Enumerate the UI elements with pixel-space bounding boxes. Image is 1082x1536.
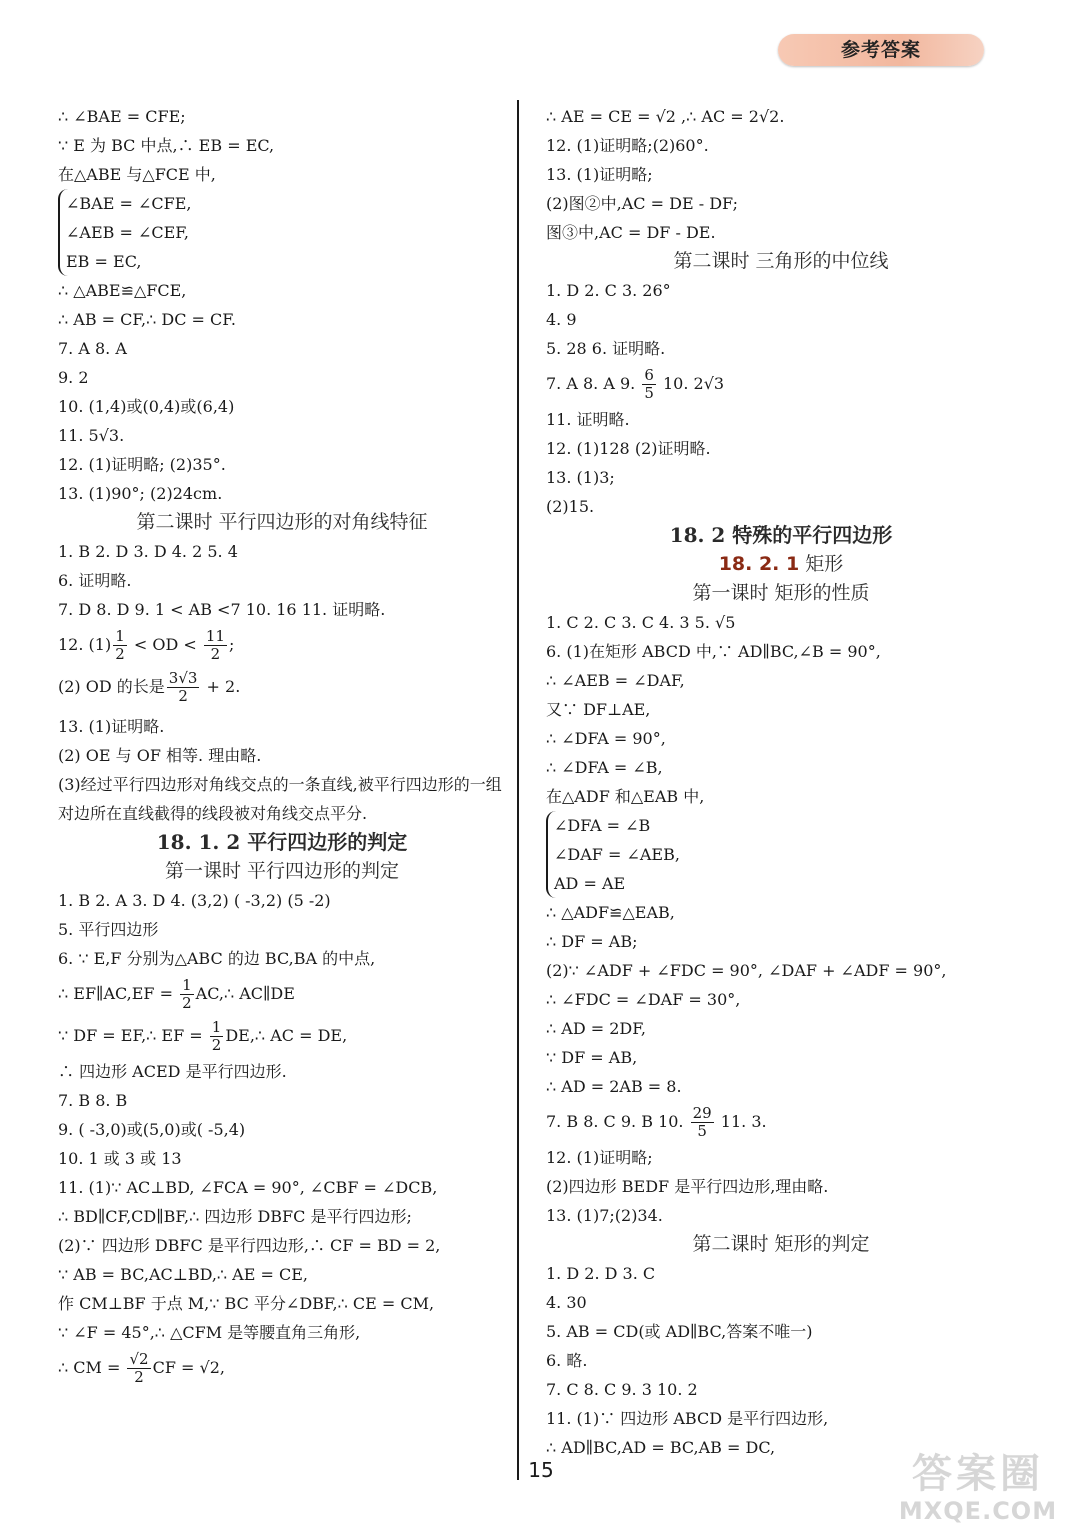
answer-line: 1. C 2. C 3. C 4. 3 5. √5 bbox=[546, 613, 736, 632]
numerator: 1 bbox=[211, 1018, 222, 1036]
answer-line: 9. ( -3,0)或(5,0)或( -5,4) bbox=[58, 1120, 246, 1139]
text: AC,∴ AC∥DE bbox=[195, 984, 295, 1003]
numerator: 6 bbox=[644, 366, 654, 384]
denominator: 5 bbox=[644, 384, 654, 402]
fraction bbox=[642, 367, 656, 402]
answer-line: ∴ △ADF≌△EAB, bbox=[546, 903, 675, 922]
answer-line: 9. 2 bbox=[58, 368, 89, 387]
text: ∴ CM = bbox=[58, 1358, 126, 1377]
answer-line bbox=[58, 666, 506, 708]
answer-line bbox=[58, 1347, 506, 1389]
answer-line: 13. (1)90°; (2)24cm. bbox=[58, 484, 223, 503]
answer-line: 11. 5√3. bbox=[58, 426, 125, 445]
column-divider bbox=[517, 100, 519, 1480]
answer-line: 7. B 8. B bbox=[58, 1091, 128, 1110]
text: 10. 2√3 bbox=[657, 374, 725, 393]
answer-line: (2)∵ ∠ADF + ∠FDC = 90°, ∠DAF + ∠ADF = 90°, bbox=[546, 961, 947, 980]
right-column bbox=[546, 102, 1016, 1462]
fraction bbox=[113, 628, 127, 663]
answer-line: ∴ BD∥CF,CD∥BF,∴ 四边形 DBFC 是平行四边形; bbox=[58, 1207, 412, 1226]
denominator: 2 bbox=[115, 645, 125, 663]
answer-line: 5. AB = CD(或 AD∥BC,答案不唯一) bbox=[546, 1322, 813, 1341]
fraction bbox=[210, 1019, 224, 1054]
answer-line: ∴ 四边形 ACED 是平行四边形. bbox=[58, 1062, 287, 1081]
answer-line: 7. D 8. D 9. 1 < AB <7 10. 16 11. 证明略. bbox=[58, 600, 386, 619]
answer-line: 11. 证明略. bbox=[546, 410, 630, 429]
answer-line: 4. 9 bbox=[546, 310, 577, 329]
text: 7. B 8. C 9. B 10. bbox=[546, 1112, 689, 1131]
answer-line: 6. ∵ E,F 分别为△ABC 的边 BC,BA 的中点, bbox=[58, 949, 376, 968]
text: 7. A 8. A 9. bbox=[546, 374, 641, 393]
text: < OD < bbox=[128, 635, 202, 654]
answer-line: 12. (1)证明略; (2)35°. bbox=[58, 455, 226, 474]
equation-system-brace bbox=[546, 811, 680, 898]
answer-line: 6. (1)在矩形 ABCD 中,∵ AD∥BC,∠B = 90°, bbox=[546, 642, 881, 661]
answer-line: 1. D 2. C 3. 26° bbox=[546, 281, 671, 300]
answer-line: 7. C 8. C 9. 3 10. 2 bbox=[546, 1380, 698, 1399]
page-number: 15 bbox=[528, 1458, 554, 1482]
denominator: 2 bbox=[211, 1036, 222, 1054]
answer-line: ∴ AB = CF,∴ DC = CF. bbox=[58, 310, 236, 329]
answer-line: ∵ AB = BC,AC⊥BD,∴ AE = CE, bbox=[58, 1265, 308, 1284]
denominator: 2 bbox=[210, 645, 221, 663]
answer-line: 又∵ DF⊥AE, bbox=[546, 700, 651, 719]
answer-line: ∠BAE = ∠CFE, bbox=[66, 194, 192, 213]
answer-line: ∴ AE = CE = √2 ,∴ AC = 2√2. bbox=[546, 107, 785, 126]
watermark-url: MXQE.COM bbox=[898, 1497, 1058, 1525]
answer-line: ∴ AD = 2DF, bbox=[546, 1019, 646, 1038]
lesson-heading: 第一课时 矩形的性质 bbox=[692, 582, 870, 604]
answer-line: ∴ ∠DFA = ∠B, bbox=[546, 758, 663, 777]
equation-system-brace bbox=[58, 189, 192, 276]
answer-line: 13. (1)证明略; bbox=[546, 165, 653, 184]
answer-line: (2) OE 与 OF 相等. 理由略. bbox=[58, 746, 262, 765]
text: (2) OD 的长是 bbox=[58, 677, 165, 696]
text: + 2. bbox=[201, 677, 241, 696]
answer-line: AD = AE bbox=[554, 874, 626, 893]
answer-line: (2)四边形 BEDF 是平行四边形,理由略. bbox=[546, 1177, 829, 1196]
section-heading: 18. 1. 2 平行四边形的判定 bbox=[156, 830, 408, 854]
denominator: 2 bbox=[178, 687, 188, 705]
answer-line: 13. (1)7;(2)34. bbox=[546, 1206, 663, 1225]
text: ∵ DF = EF,∴ EF = bbox=[58, 1026, 208, 1045]
answer-line: 5. 28 6. 证明略. bbox=[546, 339, 666, 358]
text: 11. 3. bbox=[715, 1112, 767, 1131]
subsection-heading bbox=[546, 550, 1016, 579]
denominator: 5 bbox=[697, 1122, 707, 1140]
answer-line: (2)15. bbox=[546, 497, 595, 516]
answer-line bbox=[58, 973, 506, 1015]
answer-line: 12. (1)证明略;(2)60°. bbox=[546, 136, 709, 155]
answer-line: 5. 平行四边形 bbox=[58, 920, 159, 939]
answer-line: ∴ AD∥BC,AD = BC,AB = DC, bbox=[546, 1438, 776, 1457]
answer-line: 4. 30 bbox=[546, 1293, 587, 1312]
answer-line: 在△ABE 与△FCE 中, bbox=[58, 165, 216, 184]
answer-line: EB = EC, bbox=[66, 252, 142, 271]
answer-line: (2)∵ 四边形 DBFC 是平行四边形,∴ CF = BD = 2, bbox=[58, 1236, 441, 1255]
lesson-heading: 第二课时 平行四边形的对角线特征 bbox=[136, 511, 428, 533]
answer-line: 6. 略. bbox=[546, 1351, 588, 1370]
answer-line: 1. D 2. D 3. C bbox=[546, 1264, 656, 1283]
answer-line: 在△ADF 和△EAB 中, bbox=[546, 787, 705, 806]
lesson-heading: 第一课时 平行四边形的判定 bbox=[164, 860, 400, 882]
answer-key-badge: 参考答案 bbox=[778, 34, 984, 66]
answer-line: 12. (1)证明略; bbox=[546, 1148, 653, 1167]
text: ∴ EF∥AC,EF = bbox=[58, 984, 179, 1003]
answer-line: 10. 1 或 3 或 13 bbox=[58, 1149, 182, 1168]
answer-line: ∠AEB = ∠CEF, bbox=[66, 223, 189, 242]
answer-line: 11. (1)∵ 四边形 ABCD 是平行四边形, bbox=[546, 1409, 829, 1428]
answer-line: ∴ ∠FDC = ∠DAF = 30°, bbox=[546, 990, 741, 1009]
answer-line bbox=[58, 624, 506, 666]
answer-line: ∴ AD = 2AB = 8. bbox=[546, 1077, 682, 1096]
answer-line: (2)图②中,AC = DE - DF; bbox=[546, 194, 738, 213]
fraction bbox=[127, 1351, 150, 1386]
numerator: 1 bbox=[182, 976, 192, 994]
subsection-title: 矩形 bbox=[805, 553, 844, 575]
answer-line: 1. B 2. A 3. D 4. (3,2) ( -3,2) (5 -2) bbox=[58, 891, 331, 910]
answer-line bbox=[58, 1015, 506, 1057]
left-column bbox=[58, 102, 506, 1389]
answer-line: ∴ DF = AB; bbox=[546, 932, 638, 951]
answer-line: 13. (1)证明略. bbox=[58, 717, 165, 736]
answer-line: ∠DFA = ∠B bbox=[554, 816, 651, 835]
answer-line: 12. (1)128 (2)证明略. bbox=[546, 439, 711, 458]
answer-line: ∠DAF = ∠AEB, bbox=[554, 845, 680, 864]
text: ; bbox=[228, 635, 235, 654]
denominator: 2 bbox=[182, 994, 192, 1012]
answer-line: 作 CM⊥BF 于点 M,∵ BC 平分∠DBF,∴ CE = CM, bbox=[58, 1294, 435, 1313]
answer-line: ∴ △ABE≌△FCE, bbox=[58, 281, 187, 300]
answer-line bbox=[546, 363, 1016, 405]
numerator: 3√3 bbox=[168, 669, 198, 687]
answer-line bbox=[546, 1101, 1016, 1143]
lesson-heading: 第二课时 矩形的判定 bbox=[692, 1233, 870, 1255]
watermark-logo-text: 答案圈 bbox=[912, 1451, 1044, 1497]
answer-line: 10. (1,4)或(0,4)或(6,4) bbox=[58, 397, 235, 416]
text: DE,∴ AC = DE, bbox=[225, 1026, 348, 1045]
text: CF = √2, bbox=[152, 1358, 225, 1377]
answer-paragraph: (3)经过平行四边形对角线交点的一条直线,被平行四边形的一组对边所在直线截得的线段被对角线交点平分. bbox=[58, 775, 502, 823]
numerator: √2 bbox=[129, 1350, 149, 1368]
answer-line: ∴ ∠DFA = 90°, bbox=[546, 729, 666, 748]
answer-line: ∵ DF = AB, bbox=[546, 1048, 638, 1067]
fraction bbox=[691, 1105, 714, 1140]
answer-line: ∴ ∠BAE = CFE; bbox=[58, 107, 186, 126]
answer-line: ∴ ∠AEB = ∠DAF, bbox=[546, 671, 685, 690]
answer-line: 11. (1)∵ AC⊥BD, ∠FCA = 90°, ∠CBF = ∠DCB, bbox=[58, 1178, 438, 1197]
numerator: 29 bbox=[692, 1104, 712, 1122]
numerator: 1 bbox=[115, 627, 125, 645]
answer-line: 7. A 8. A bbox=[58, 339, 127, 358]
answer-line: 13. (1)3; bbox=[546, 468, 615, 487]
answer-line: 图③中,AC = DF - DE. bbox=[546, 223, 716, 242]
site-watermark bbox=[888, 1450, 1068, 1530]
section-heading: 18. 2 特殊的平行四边形 bbox=[669, 523, 893, 547]
fraction bbox=[167, 670, 200, 705]
denominator: 2 bbox=[134, 1368, 144, 1386]
answer-line: ∵ E 为 BC 中点,∴ EB = EC, bbox=[58, 136, 275, 155]
answer-line: 6. 证明略. bbox=[58, 571, 132, 590]
numerator: 11 bbox=[205, 627, 225, 645]
fraction bbox=[180, 977, 194, 1012]
fraction bbox=[204, 628, 227, 663]
lesson-heading: 第二课时 三角形的中位线 bbox=[673, 250, 889, 272]
text: 12. (1) bbox=[58, 635, 112, 654]
answer-line: 1. B 2. D 3. D 4. 2 5. 4 bbox=[58, 542, 238, 561]
subsection-number: 18. 2. 1 bbox=[718, 553, 800, 575]
answer-line: ∵ ∠F = 45°,∴ △CFM 是等腰直角三角形, bbox=[58, 1323, 361, 1342]
